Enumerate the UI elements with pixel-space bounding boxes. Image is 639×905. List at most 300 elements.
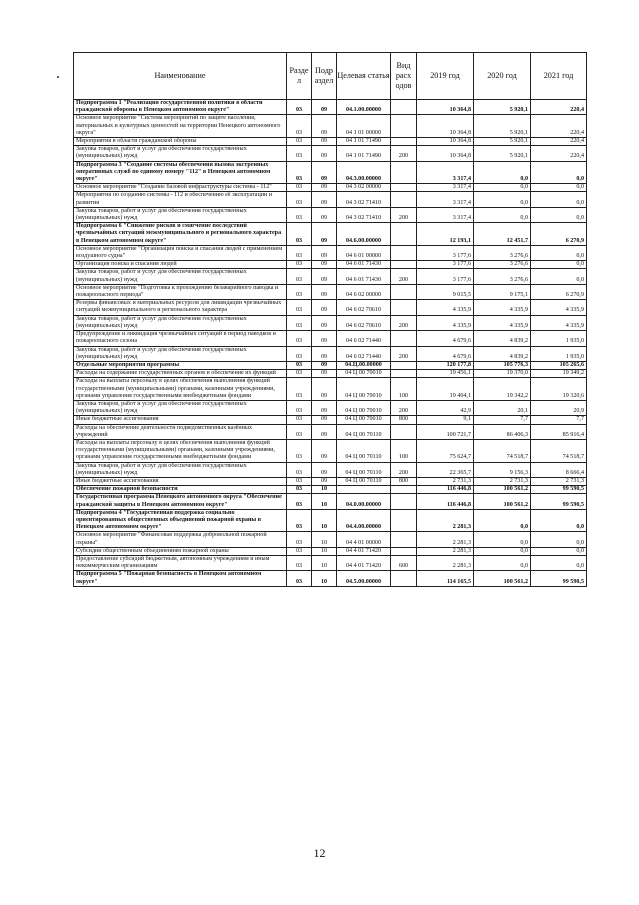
cell-2020: 12 451,7 <box>474 223 531 246</box>
cell-2020: 100 561,2 <box>474 494 531 509</box>
cell-statya: 04 6 02 71440 <box>337 331 391 346</box>
table-row <box>74 532 587 547</box>
cell-name: Резервы финансовых и материальных ресурсов для ликвидации чрезвычайных ситуаций межмуниципального и регионального характера <box>74 300 287 315</box>
cell-2020: 0,0 <box>474 184 531 192</box>
cell-2021: 7,7 <box>531 416 587 424</box>
cell-2021: 105 265,6 <box>531 361 587 369</box>
table-row <box>74 555 587 570</box>
cell-name: Закупка товаров, работ и услуг для обеспечения государственных (муниципальных) нужд <box>74 462 287 477</box>
cell-name: Иные бюджетные ассигнования <box>74 477 287 485</box>
cell-2019: 22 365,7 <box>417 462 474 477</box>
cell-vid: 200 <box>391 207 417 222</box>
cell-statya: 04.0.00.00000 <box>337 494 391 509</box>
cell-podrazdel: 09 <box>312 477 337 485</box>
cell-2020: 0,0 <box>474 161 531 184</box>
cell-name: Закупка товаров, работ и услуг для обеспечения государственных (муниципальных) нужд <box>74 207 287 222</box>
cell-2021: 220,4 <box>531 146 587 161</box>
cell-vid <box>391 284 417 299</box>
cell-razdel: 03 <box>287 378 312 401</box>
cell-2019: 2 281,3 <box>417 509 474 532</box>
cell-2020: 0,0 <box>474 547 531 555</box>
cell-2020: 0,0 <box>474 207 531 222</box>
cell-podrazdel: 09 <box>312 269 337 284</box>
cell-2021: 0,0 <box>531 532 587 547</box>
cell-2019: 116 446,8 <box>417 494 474 509</box>
cell-podrazdel: 09 <box>312 416 337 424</box>
cell-2019: 10 364,8 <box>417 146 474 161</box>
cell-statya: 04 3 02 71410 <box>337 192 391 207</box>
cell-2020: 100 561,2 <box>474 486 531 494</box>
cell-name: Расходы на содержание государственных органов и обеспечение их функций <box>74 370 287 378</box>
cell-name: Обеспечение пожарной безопасности <box>74 486 287 494</box>
cell-2019: 10 364,8 <box>417 100 474 115</box>
cell-podrazdel: 09 <box>312 146 337 161</box>
cell-2020: 3 276,6 <box>474 269 531 284</box>
cell-statya: 04 6 01 71430 <box>337 269 391 284</box>
cell-statya: 04.5.00.00000 <box>337 571 391 586</box>
cell-2020: 0,0 <box>474 532 531 547</box>
cell-statya: 04 6 02 70610 <box>337 300 391 315</box>
cell-2021: 99 590,5 <box>531 486 587 494</box>
cell-2021: 6 270,9 <box>531 223 587 246</box>
cell-name: Расходы на выплаты персоналу в целях обеспечения выполнения функций государственными (муниципальными) органами, казенными учреждениями, органами управления государственными внебюджетными фондами <box>74 378 287 401</box>
cell-2019: 42,9 <box>417 400 474 415</box>
cell-2019: 2 281,3 <box>417 532 474 547</box>
cell-podrazdel: 09 <box>312 184 337 192</box>
cell-razdel: 03 <box>287 439 312 462</box>
cell-2021: 1 935,0 <box>531 346 587 361</box>
table-row <box>74 138 587 146</box>
cell-2020: 86 406,3 <box>474 424 531 439</box>
cell-vid <box>391 115 417 138</box>
cell-name: Основное мероприятие "Подготовка к прохождению безаварийного паводка и пожароопасного периода" <box>74 284 287 299</box>
cell-vid: 200 <box>391 462 417 477</box>
cell-2020: 20,1 <box>474 400 531 415</box>
cell-podrazdel: 09 <box>312 115 337 138</box>
cell-razdel: 03 <box>287 477 312 485</box>
cell-name: Закупка товаров, работ и услуг для обеспечения государственных (муниципальных) нужд <box>74 400 287 415</box>
cell-2020: 4 335,9 <box>474 300 531 315</box>
cell-razdel: 03 <box>287 462 312 477</box>
cell-2021: 74 518,7 <box>531 439 587 462</box>
header-2020: 2020 год <box>474 53 531 100</box>
cell-vid <box>391 100 417 115</box>
cell-podrazdel: 09 <box>312 315 337 330</box>
cell-podrazdel: 09 <box>312 346 337 361</box>
cell-2019: 2 731,3 <box>417 477 474 485</box>
cell-2019: 4 335,9 <box>417 315 474 330</box>
cell-name: Мероприятия в области гражданской обороны <box>74 138 287 146</box>
cell-podrazdel: 10 <box>312 494 337 509</box>
cell-razdel: 03 <box>287 284 312 299</box>
cell-statya: 04 4 01 00000 <box>337 532 391 547</box>
cell-2019: 19 404,1 <box>417 378 474 401</box>
cell-2019: 3 317,4 <box>417 184 474 192</box>
table-row <box>74 547 587 555</box>
cell-2020: 5 920,1 <box>474 146 531 161</box>
cell-podrazdel: 10 <box>312 509 337 532</box>
cell-2019: 120 177,8 <box>417 361 474 369</box>
cell-2021: 85 916,4 <box>531 424 587 439</box>
cell-podrazdel: 09 <box>312 462 337 477</box>
cell-razdel: 03 <box>287 532 312 547</box>
cell-razdel: 03 <box>287 571 312 586</box>
cell-2019: 10 364,8 <box>417 115 474 138</box>
table-row <box>74 300 587 315</box>
cell-2020: 3 276,6 <box>474 245 531 260</box>
cell-2019: 3 177,6 <box>417 261 474 269</box>
table-row <box>74 192 587 207</box>
header-2019: 2019 год <box>417 53 474 100</box>
cell-2021: 0,0 <box>531 555 587 570</box>
cell-podrazdel: 10 <box>312 547 337 555</box>
cell-vid <box>391 138 417 146</box>
cell-statya: 04 Ц 00 70010 <box>337 370 391 378</box>
cell-podrazdel: 09 <box>312 378 337 401</box>
table-row <box>74 462 587 477</box>
cell-vid: 200 <box>391 400 417 415</box>
cell-razdel: 03 <box>287 416 312 424</box>
cell-2019: 3 177,6 <box>417 269 474 284</box>
cell-podrazdel: 09 <box>312 138 337 146</box>
cell-statya: 04 6 01 00000 <box>337 245 391 260</box>
cell-2019: 9 015,5 <box>417 284 474 299</box>
cell-podrazdel: 10 <box>312 571 337 586</box>
cell-razdel: 03 <box>287 424 312 439</box>
table-row <box>74 146 587 161</box>
cell-razdel: 03 <box>287 223 312 246</box>
table-row <box>74 509 587 532</box>
table-row <box>74 361 587 369</box>
cell-vid: 200 <box>391 269 417 284</box>
cell-name: Закупка товаров, работ и услуг для обеспечения государственных (муниципальных) нужд <box>74 346 287 361</box>
cell-2021: 1 935,0 <box>531 331 587 346</box>
cell-razdel: 03 <box>287 315 312 330</box>
cell-vid <box>391 509 417 532</box>
cell-vid: 200 <box>391 315 417 330</box>
cell-2021: 0,0 <box>531 192 587 207</box>
cell-name: Закупка товаров, работ и услуг для обеспечения государственных (муниципальных) нужд <box>74 315 287 330</box>
cell-2020: 3 276,6 <box>474 261 531 269</box>
table-row <box>74 378 587 401</box>
cell-vid: 100 <box>391 378 417 401</box>
cell-2020: 100 561,2 <box>474 571 531 586</box>
cell-2021: 0,0 <box>531 547 587 555</box>
cell-razdel: 03 <box>287 261 312 269</box>
cell-razdel: 03 <box>287 300 312 315</box>
cell-razdel: 03 <box>287 346 312 361</box>
cell-statya: 04 Ц 00 70010 <box>337 400 391 415</box>
cell-podrazdel: 09 <box>312 424 337 439</box>
cell-2019: 4 335,9 <box>417 300 474 315</box>
cell-2019: 10 364,8 <box>417 138 474 146</box>
cell-podrazdel: 09 <box>312 439 337 462</box>
cell-2021: 19 349,2 <box>531 370 587 378</box>
header-name: Наименование <box>74 53 287 100</box>
cell-2019: 116 446,8 <box>417 486 474 494</box>
cell-2021: 0,0 <box>531 161 587 184</box>
cell-2020: 5 920,1 <box>474 115 531 138</box>
cell-name: Подпрограмма 6 "Снижение рисков и смягчение последствий чрезвычайных ситуаций межмуниципального и регионального характера в Ненецком автономном округе" <box>74 223 287 246</box>
cell-vid: 100 <box>391 439 417 462</box>
cell-2020: 0,0 <box>474 192 531 207</box>
cell-vid: 200 <box>391 346 417 361</box>
cell-vid <box>391 486 417 494</box>
cell-podrazdel: 09 <box>312 400 337 415</box>
cell-vid: 600 <box>391 555 417 570</box>
cell-vid <box>391 547 417 555</box>
table-row <box>74 184 587 192</box>
cell-2020: 4 335,9 <box>474 315 531 330</box>
table-row <box>74 439 587 462</box>
cell-name: Расходы на выплаты персоналу в целях обеспечения выполнения функций государственными (муниципальными) органами, казенными учреждениями, органами управления государственными внебюджетными фондами <box>74 439 287 462</box>
cell-razdel: 03 <box>287 331 312 346</box>
cell-2021: 4 335,9 <box>531 315 587 330</box>
table-row <box>74 269 587 284</box>
cell-2019: 4 679,6 <box>417 331 474 346</box>
cell-razdel: 03 <box>287 161 312 184</box>
cell-2021: 99 590,5 <box>531 494 587 509</box>
cell-statya: 04 3 02 00000 <box>337 184 391 192</box>
cell-2019: 19 456,1 <box>417 370 474 378</box>
cell-vid <box>391 331 417 346</box>
cell-2019: 4 679,6 <box>417 346 474 361</box>
table-body <box>74 100 587 587</box>
cell-statya: 04 Ц 00 70010 <box>337 416 391 424</box>
cell-statya <box>337 486 391 494</box>
cell-razdel: 03 <box>287 192 312 207</box>
cell-2019: 3 317,4 <box>417 192 474 207</box>
cell-2021: 20,9 <box>531 400 587 415</box>
cell-2021: 0,0 <box>531 261 587 269</box>
cell-podrazdel: 09 <box>312 261 337 269</box>
cell-statya: 04 Ц 00 70110 <box>337 439 391 462</box>
cell-statya: 04 Ц 00 70110 <box>337 424 391 439</box>
table-row <box>74 223 587 246</box>
cell-2021: 0,0 <box>531 184 587 192</box>
cell-statya: 04 6 02 00000 <box>337 284 391 299</box>
cell-name: Субсидии общественным объединениям пожарной охраны <box>74 547 287 555</box>
table-row <box>74 494 587 509</box>
cell-podrazdel: 10 <box>312 555 337 570</box>
cell-2020: 19 370,0 <box>474 370 531 378</box>
cell-statya: 04 1 01 00000 <box>337 115 391 138</box>
header-2021: 2021 год <box>531 53 587 100</box>
cell-name: Предупреждение и ликвидация чрезвычайных ситуаций в период паводков и пожароопасного сезона <box>74 331 287 346</box>
cell-2021: 0,0 <box>531 207 587 222</box>
table-row <box>74 261 587 269</box>
cell-podrazdel: 09 <box>312 284 337 299</box>
cell-name: Основное мероприятие "Организация поиска и спасания людей с применением воздушного судна" <box>74 245 287 260</box>
cell-podrazdel: 09 <box>312 331 337 346</box>
cell-podrazdel: 09 <box>312 223 337 246</box>
header-vid: Вид расх одов <box>391 53 417 100</box>
cell-2021: 220,4 <box>531 115 587 138</box>
cell-statya: 04 4 01 71420 <box>337 555 391 570</box>
cell-vid <box>391 370 417 378</box>
cell-podrazdel: 09 <box>312 100 337 115</box>
table-row <box>74 370 587 378</box>
table-row <box>74 115 587 138</box>
cell-2020: 4 839,2 <box>474 346 531 361</box>
cell-vid <box>391 184 417 192</box>
table-row <box>74 416 587 424</box>
cell-statya: 04 6 02 70610 <box>337 315 391 330</box>
cell-statya: 04 3 02 71410 <box>337 207 391 222</box>
cell-2020: 5 920,1 <box>474 138 531 146</box>
cell-podrazdel: 09 <box>312 192 337 207</box>
cell-name: Основное мероприятие "Система мероприятий по защите населения, материальных и культурных ценностей на территории Ненецкого автономного округа" <box>74 115 287 138</box>
cell-vid: 800 <box>391 416 417 424</box>
cell-razdel: 03 <box>287 400 312 415</box>
cell-razdel: 03 <box>287 138 312 146</box>
page-number: 12 <box>313 846 326 860</box>
cell-2020: 7,7 <box>474 416 531 424</box>
cell-2019: 114 165,5 <box>417 571 474 586</box>
cell-vid <box>391 424 417 439</box>
cell-name: Подпрограмма 4 "Государственная поддержка социально ориентированных общественных объединений пожарной охраны в Ненецком автономном округе" <box>74 509 287 532</box>
header-podrazdel: Подр аздел <box>312 53 337 100</box>
table-header-row <box>74 53 587 100</box>
cell-2021: 6 270,9 <box>531 284 587 299</box>
cell-razdel: 03 <box>287 494 312 509</box>
cell-name: Отдельные мероприятия программы <box>74 361 287 369</box>
scan-dot <box>57 76 59 78</box>
cell-statya: 04 1 01 71490 <box>337 138 391 146</box>
cell-2021: 0,0 <box>531 245 587 260</box>
cell-2020: 19 342,2 <box>474 378 531 401</box>
table-row <box>74 207 587 222</box>
cell-statya: 04 4 01 71420 <box>337 547 391 555</box>
cell-2021: 0,0 <box>531 509 587 532</box>
cell-name: Подпрограмма 3 "Создание системы обеспечения вызова экстренных оперативных служб по единому номеру "112" в Ненецком автономном округе" <box>74 161 287 184</box>
cell-2021: 19 320,6 <box>531 378 587 401</box>
cell-vid <box>391 300 417 315</box>
cell-razdel: 03 <box>287 547 312 555</box>
cell-statya: 04.Ц.00.00000 <box>337 361 391 369</box>
cell-2019: 100 721,7 <box>417 424 474 439</box>
header-statya: Целевая статья <box>337 53 391 100</box>
table-row <box>74 424 587 439</box>
cell-podrazdel: 09 <box>312 361 337 369</box>
table-row <box>74 315 587 330</box>
cell-2020: 5 920,1 <box>474 100 531 115</box>
cell-podrazdel: 09 <box>312 300 337 315</box>
cell-razdel: 03 <box>287 486 312 494</box>
cell-2019: 3 317,4 <box>417 207 474 222</box>
cell-2020: 9 156,3 <box>474 462 531 477</box>
cell-razdel: 03 <box>287 555 312 570</box>
cell-name: Иные бюджетные ассигнования <box>74 416 287 424</box>
cell-2020: 9 175,1 <box>474 284 531 299</box>
cell-vid: 800 <box>391 477 417 485</box>
cell-statya: 04 Ц 00 70110 <box>337 462 391 477</box>
cell-vid <box>391 361 417 369</box>
cell-podrazdel: 09 <box>312 207 337 222</box>
cell-podrazdel: 09 <box>312 245 337 260</box>
table-row <box>74 161 587 184</box>
table-row <box>74 571 587 586</box>
cell-2020: 74 518,7 <box>474 439 531 462</box>
cell-vid <box>391 161 417 184</box>
table-row <box>74 331 587 346</box>
table-row <box>74 284 587 299</box>
cell-2021: 8 666,4 <box>531 462 587 477</box>
cell-2020: 105 776,3 <box>474 361 531 369</box>
cell-statya: 04 1 01 71490 <box>337 146 391 161</box>
cell-razdel: 03 <box>287 361 312 369</box>
cell-name: Мероприятия по созданию системы - 112 и обеспечению её эксплуатации и развития <box>74 192 287 207</box>
cell-name: Закупка товаров, работ и услуг для обеспечения государственных (муниципальных) нужд <box>74 146 287 161</box>
cell-podrazdel: 10 <box>312 532 337 547</box>
cell-2020: 0,0 <box>474 555 531 570</box>
cell-2019: 3 177,6 <box>417 245 474 260</box>
budget-table <box>73 52 587 587</box>
cell-2020: 2 731,3 <box>474 477 531 485</box>
cell-statya: 04 Ц 00 70110 <box>337 477 391 485</box>
cell-name: Государственная программа Ненецкого автономного округа "Обеспечение гражданской защиты в Ненецком автономном округе" <box>74 494 287 509</box>
cell-name: Подпрограмма 5 "Пожарная безопасность в Ненецком автономном округе" <box>74 571 287 586</box>
cell-vid <box>391 192 417 207</box>
cell-2019: 2 281,3 <box>417 555 474 570</box>
cell-name: Предоставление субсидий бюджетным, автономным учреждениям и иным некоммерческим организациям <box>74 555 287 570</box>
cell-2021: 220,4 <box>531 100 587 115</box>
cell-statya: 04.6.00.00000 <box>337 223 391 246</box>
table-row <box>74 486 587 494</box>
cell-razdel: 03 <box>287 207 312 222</box>
cell-2021: 4 335,9 <box>531 300 587 315</box>
table-row <box>74 346 587 361</box>
cell-2021: 2 731,3 <box>531 477 587 485</box>
cell-vid <box>391 245 417 260</box>
cell-2019: 3 317,4 <box>417 161 474 184</box>
cell-podrazdel: 09 <box>312 161 337 184</box>
cell-vid: 200 <box>391 146 417 161</box>
cell-name: Организация поиска и спасания людей <box>74 261 287 269</box>
cell-statya: 04.1.00.00000 <box>337 100 391 115</box>
cell-vid <box>391 261 417 269</box>
cell-razdel: 03 <box>287 370 312 378</box>
cell-vid <box>391 571 417 586</box>
cell-razdel: 03 <box>287 184 312 192</box>
cell-podrazdel: 09 <box>312 370 337 378</box>
cell-name: Закупка товаров, работ и услуг для обеспечения государственных (муниципальных) нужд <box>74 269 287 284</box>
cell-razdel: 03 <box>287 509 312 532</box>
cell-statya: 04 Ц 00 70010 <box>337 378 391 401</box>
table-row <box>74 245 587 260</box>
cell-statya: 04.3.00.00000 <box>337 161 391 184</box>
cell-2021: 220,4 <box>531 138 587 146</box>
cell-name: Расходы на обеспечение деятельности подведомственных казённых учреждений <box>74 424 287 439</box>
cell-name: Основное мероприятие "Финансовая поддержка добровольной пожарной охраны" <box>74 532 287 547</box>
cell-razdel: 03 <box>287 115 312 138</box>
cell-razdel: 03 <box>287 245 312 260</box>
cell-vid <box>391 532 417 547</box>
cell-vid <box>391 494 417 509</box>
cell-2019: 12 193,1 <box>417 223 474 246</box>
cell-2019: 9,1 <box>417 416 474 424</box>
table-row <box>74 100 587 115</box>
cell-2019: 75 624,7 <box>417 439 474 462</box>
cell-statya: 04 6 02 71440 <box>337 346 391 361</box>
cell-2019: 2 281,3 <box>417 547 474 555</box>
table-row <box>74 477 587 485</box>
table-row <box>74 400 587 415</box>
header-razdel: Разде л <box>287 53 312 100</box>
cell-2021: 0,0 <box>531 269 587 284</box>
cell-2020: 4 839,2 <box>474 331 531 346</box>
cell-2021: 99 590,5 <box>531 571 587 586</box>
